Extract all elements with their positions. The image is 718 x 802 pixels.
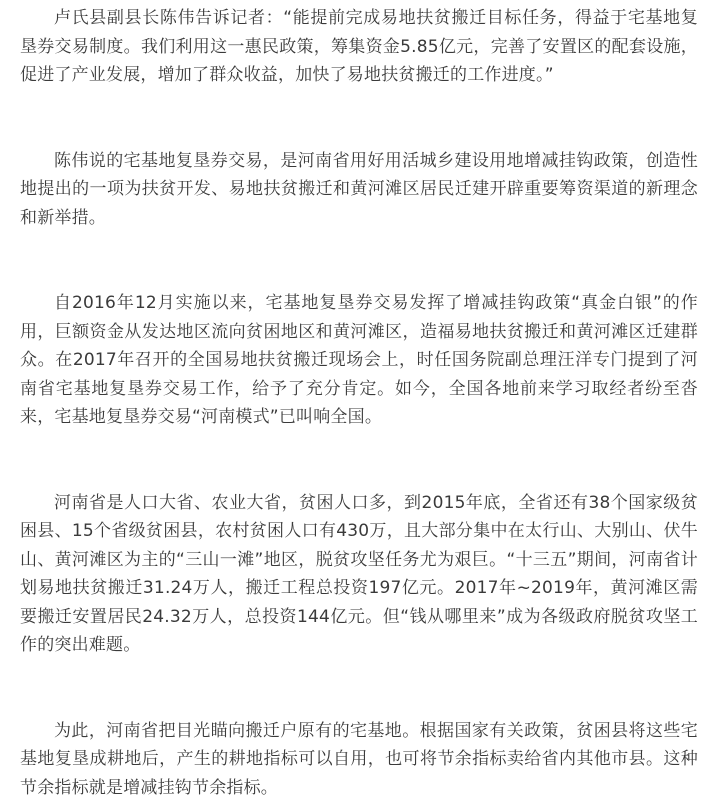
paragraph-4: 河南省是人口大省、农业大省，贫困人口多，到2015年底，全省还有38个国家级贫困县、15个省级贫困县，农村贫困人口有430万，且大部分集中在太行山、大别山、伏牛山、黄河滩区为主的“三山一滩”地区，脱贫攻坚任务尤为艰巨。“十三五”期间，河南省计划易地扶贫搬迁31.24万人，搬迁工程总投资197亿元。2017年~2019年，黄河滩区需要搬迁安置居民24.32万人，总投资144亿元。但“钱从哪里来”成为各级政府脱贫攻坚工作的突出难题。 [20,489,698,660]
paragraph-1: 卢氏县副县长陈伟告诉记者：“能提前完成易地扶贫搬迁目标任务，得益于宅基地复垦券交易制度。我们利用这一惠民政策，筹集资金5.85亿元，完善了安置区的配套设施，促进了产业发展，增加了群众收益，加快了易地扶贫搬迁的工作进度。” [20,4,698,90]
article-body [20,4,698,802]
paragraph-2: 陈伟说的宅基地复垦券交易，是河南省用好用活城乡建设用地增减挂钩政策，创造性地提出的一项为扶贫开发、易地扶贫搬迁和黄河滩区居民迁建开辟重要筹资渠道的新理念和新举措。 [20,147,698,233]
paragraph-3: 自2016年12月实施以来，宅基地复垦券交易发挥了增减挂钩政策“真金白银”的作用，巨额资金从发达地区流向贫困地区和黄河滩区，造福易地扶贫搬迁和黄河滩区迁建群众。在2017年召开的全国易地扶贫搬迁现场会上，时任国务院副总理汪洋专门提到了河南省宅基地复垦券交易工作，给予了充分肯定。如今，全国各地前来学习取经者纷至沓来，宅基地复垦券交易“河南模式”已叫响全国。 [20,289,698,432]
paragraph-5: 为此，河南省把目光瞄向搬迁户原有的宅基地。根据国家有关政策，贫困县将这些宅基地复垦成耕地后，产生的耕地指标可以自用，也可将节余指标卖给省内其他市县。这种节余指标就是增减挂钩节余指标。 [20,717,698,802]
